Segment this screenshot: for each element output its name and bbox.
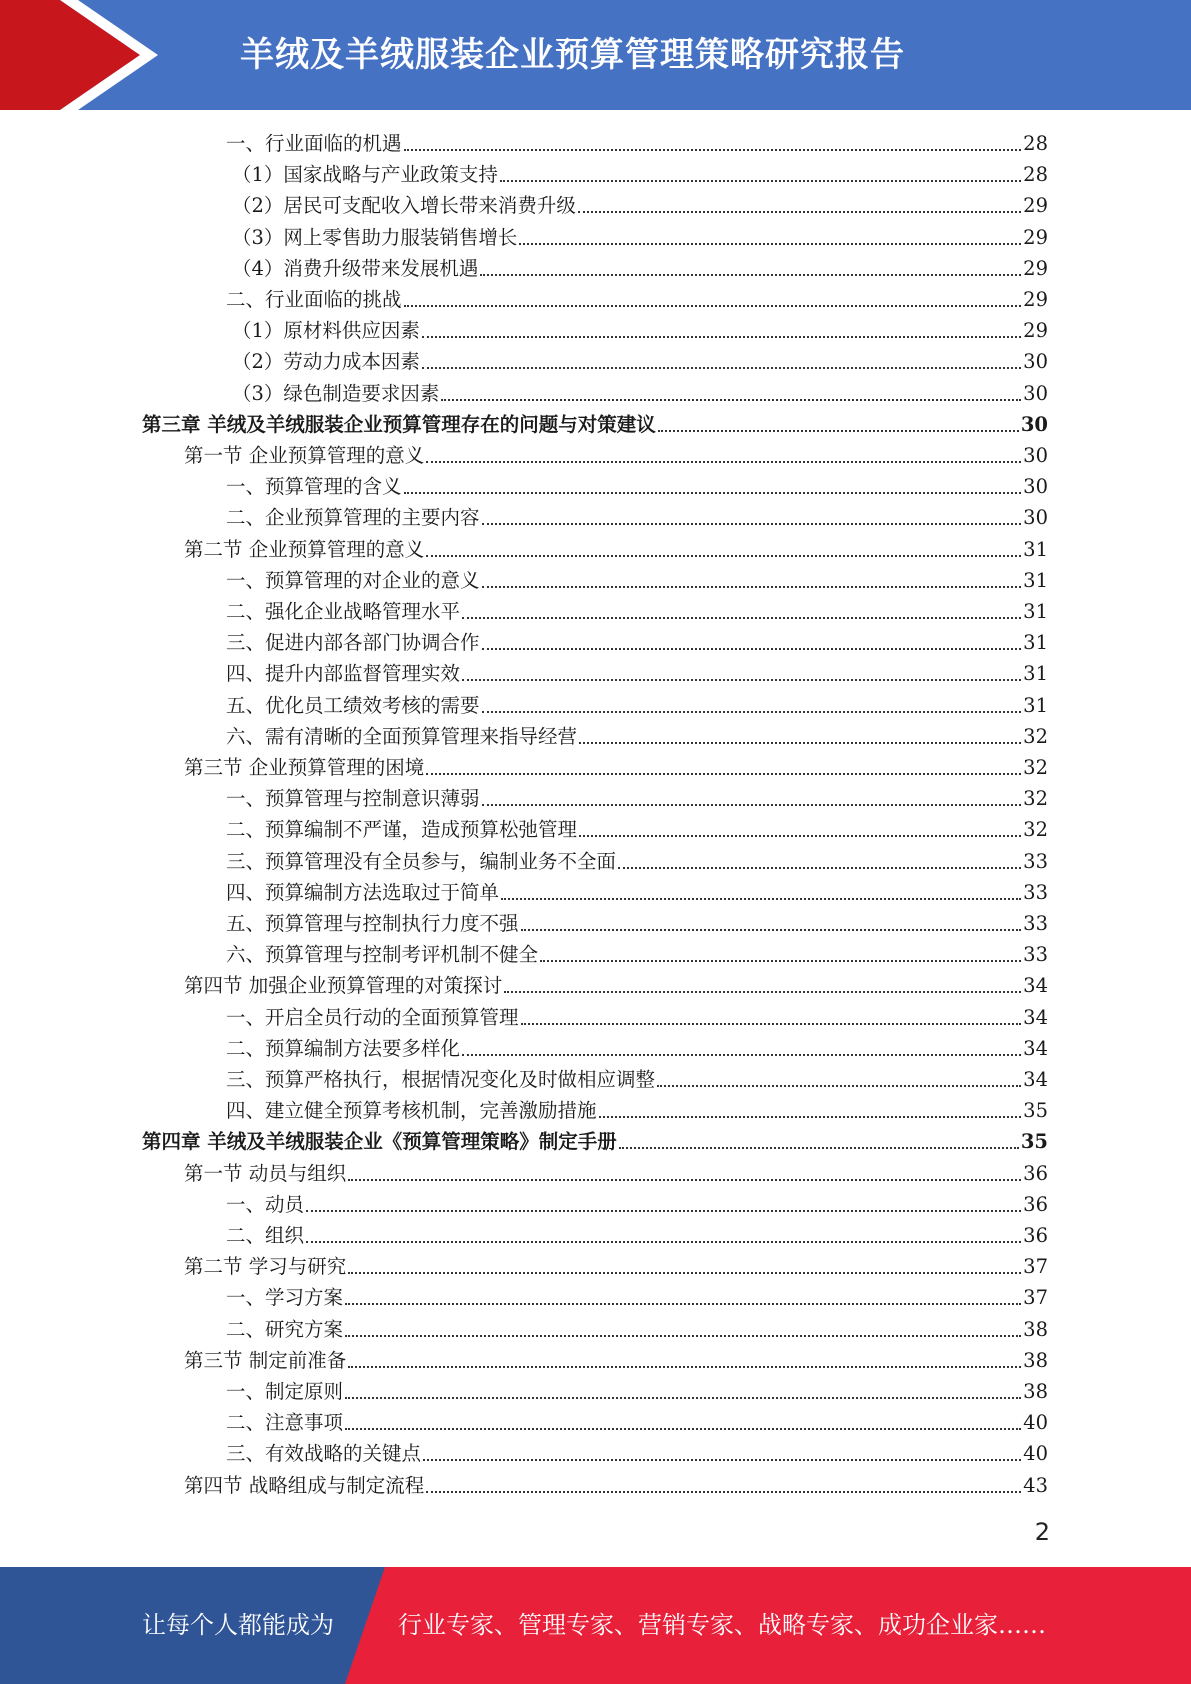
toc-entry-page: 29 bbox=[1023, 225, 1048, 249]
toc-entry-label: 一、预算管理的含义 bbox=[226, 475, 402, 499]
toc-dot-leader bbox=[578, 211, 1021, 213]
toc-dot-leader bbox=[504, 991, 1021, 993]
toc-entry-page: 31 bbox=[1023, 600, 1048, 623]
toc-entry-page: 31 bbox=[1023, 631, 1048, 655]
toc-section-entry[interactable] bbox=[184, 1345, 1048, 1376]
toc-dot-leader bbox=[348, 1272, 1021, 1274]
toc-item-entry[interactable] bbox=[226, 502, 1048, 533]
toc-item-entry[interactable] bbox=[226, 846, 1048, 877]
toc-entry-label: 一、开启全员行动的全面预算管理 bbox=[226, 1005, 519, 1029]
toc-dot-leader bbox=[306, 1241, 1021, 1243]
toc-dot-leader bbox=[658, 430, 1019, 432]
toc-item-entry[interactable] bbox=[226, 1407, 1048, 1438]
toc-dot-leader bbox=[482, 804, 1022, 806]
toc-dot-leader bbox=[462, 1054, 1021, 1056]
toc-entry-page: 33 bbox=[1023, 849, 1048, 873]
toc-entry-page: 36 bbox=[1023, 1224, 1048, 1247]
toc-dot-leader bbox=[422, 336, 1021, 338]
toc-entry-page: 29 bbox=[1023, 256, 1048, 280]
toc-entry-page: 34 bbox=[1023, 1036, 1048, 1060]
toc-dot-leader bbox=[462, 617, 1021, 619]
toc-entry-page: 34 bbox=[1023, 974, 1048, 998]
toc-entry-label: 一、制定原则 bbox=[226, 1380, 344, 1403]
toc-entry-page: 31 bbox=[1023, 662, 1048, 686]
toc-dot-leader bbox=[426, 1491, 1021, 1493]
toc-entry-label: 四、预算编制方法选取过于简单 bbox=[226, 880, 500, 904]
toc-dot-leader bbox=[500, 180, 1021, 182]
toc-entry-label: 三、预算管理没有全员参与，编制业务不全面 bbox=[226, 849, 617, 873]
toc-entry-page: 32 bbox=[1023, 818, 1048, 842]
toc-section-entry[interactable] bbox=[184, 440, 1048, 471]
toc-dot-leader bbox=[404, 149, 1022, 151]
toc-entry-label: 一、预算管理与控制意识薄弱 bbox=[226, 787, 480, 811]
toc-entry-page: 30 bbox=[1023, 506, 1048, 530]
toc-dot-leader bbox=[480, 274, 1021, 276]
toc-entry-label: 五、优化员工绩效考核的需要 bbox=[226, 693, 480, 717]
toc-dot-leader bbox=[345, 1303, 1021, 1305]
page-number: 2 bbox=[1034, 1518, 1050, 1546]
toc-section-entry[interactable] bbox=[184, 1251, 1048, 1282]
toc-section-entry[interactable] bbox=[184, 534, 1048, 565]
toc-entry-page: 29 bbox=[1023, 288, 1048, 311]
toc-entry-label: 三、有效战略的关键点 bbox=[226, 1442, 422, 1466]
toc-dot-leader bbox=[426, 461, 1021, 463]
toc-dot-leader bbox=[482, 523, 1022, 525]
header-arrow-red bbox=[0, 0, 140, 110]
toc-entry-label: 第二节 企业预算管理的意义 bbox=[184, 537, 425, 561]
toc-entry-page: 34 bbox=[1023, 1005, 1048, 1029]
toc-section-entry[interactable] bbox=[184, 752, 1048, 783]
toc-entry-label: （3）绿色制造要求因素 bbox=[232, 381, 440, 405]
toc-entry-label: 四、建立健全预算考核机制，完善激励措施 bbox=[226, 1099, 597, 1123]
toc-entry-label: 三、促进内部各部门协调合作 bbox=[226, 631, 480, 655]
toc-item-entry[interactable] bbox=[226, 814, 1048, 845]
toc-item-entry[interactable] bbox=[226, 128, 1048, 159]
toc-dot-leader bbox=[348, 1366, 1021, 1368]
toc-entry-label: 一、学习方案 bbox=[226, 1286, 344, 1310]
toc-entry-label: （2）居民可支配收入增长带来消费升级 bbox=[232, 194, 576, 218]
toc-dot-leader bbox=[501, 898, 1021, 900]
toc-item-entry[interactable] bbox=[226, 721, 1048, 752]
toc-entry-page: 40 bbox=[1023, 1442, 1048, 1466]
toc-item-entry[interactable] bbox=[226, 690, 1048, 721]
toc-entry-page: 35 bbox=[1020, 1130, 1048, 1154]
toc-entry-page: 35 bbox=[1023, 1099, 1048, 1123]
toc-entry-page: 43 bbox=[1023, 1473, 1048, 1497]
toc-entry-page: 28 bbox=[1023, 132, 1048, 155]
toc-entry-page: 31 bbox=[1023, 693, 1048, 717]
toc-entry-label: （1）原材料供应因素 bbox=[232, 319, 420, 343]
toc-dot-leader bbox=[345, 1335, 1021, 1337]
toc-dot-leader bbox=[521, 929, 1022, 931]
toc-dot-leader bbox=[348, 1179, 1021, 1181]
toc-entry-label: 第二节 学习与研究 bbox=[184, 1255, 347, 1279]
toc-item-entry[interactable] bbox=[232, 159, 1048, 190]
footer-slogan-right: 行业专家、管理专家、营销专家、战略专家、成功企业家…… bbox=[398, 1611, 1046, 1639]
toc-entry-label: 二、预算编制方法要多样化 bbox=[226, 1036, 461, 1060]
toc-entry-page: 33 bbox=[1023, 912, 1048, 935]
toc-item-entry[interactable] bbox=[232, 222, 1048, 253]
toc-dot-leader bbox=[462, 679, 1021, 681]
toc-entry-page: 38 bbox=[1023, 1380, 1048, 1403]
header-arrow-icon bbox=[0, 0, 160, 110]
toc-entry-label: 第四章 羊绒及羊绒服装企业《预算管理策略》制定手册 bbox=[142, 1130, 617, 1154]
toc-item-entry[interactable] bbox=[226, 908, 1048, 939]
toc-entry-page: 32 bbox=[1023, 756, 1048, 779]
toc-item-entry[interactable] bbox=[226, 939, 1048, 970]
toc-section-entry[interactable] bbox=[184, 970, 1048, 1001]
toc-entry-page: 33 bbox=[1023, 943, 1048, 967]
toc-dot-leader bbox=[482, 648, 1022, 650]
toc-item-entry[interactable] bbox=[226, 596, 1048, 627]
toc-dot-leader bbox=[482, 711, 1022, 713]
toc-entry-label: 五、预算管理与控制执行力度不强 bbox=[226, 912, 519, 935]
toc-item-entry[interactable] bbox=[226, 877, 1048, 908]
toc-entry-page: 40 bbox=[1023, 1411, 1048, 1435]
toc-item-entry[interactable] bbox=[226, 471, 1048, 502]
toc-dot-leader bbox=[345, 1397, 1021, 1399]
toc-dot-leader bbox=[404, 492, 1022, 494]
toc-item-entry[interactable] bbox=[226, 1220, 1048, 1251]
toc-dot-leader bbox=[521, 1023, 1022, 1025]
toc-item-entry[interactable] bbox=[226, 1002, 1048, 1033]
toc-entry-label: 二、注意事项 bbox=[226, 1411, 344, 1435]
toc-entry-label: 一、预算管理的对企业的意义 bbox=[226, 568, 480, 592]
toc-entry-page: 30 bbox=[1023, 444, 1048, 467]
toc-dot-leader bbox=[426, 555, 1021, 557]
toc-item-entry[interactable] bbox=[232, 378, 1048, 409]
toc-entry-page: 36 bbox=[1023, 1161, 1048, 1185]
toc-dot-leader bbox=[540, 960, 1021, 962]
toc-entry-label: 二、强化企业战略管理水平 bbox=[226, 600, 461, 623]
toc-entry-page: 38 bbox=[1023, 1317, 1048, 1341]
toc-item-entry[interactable] bbox=[226, 1189, 1048, 1220]
toc-dot-leader bbox=[482, 586, 1022, 588]
toc-entry-label: （3）网上零售助力服装销售增长 bbox=[232, 225, 518, 249]
toc-entry-label: 第三章 羊绒及羊绒服装企业预算管理存在的问题与对策建议 bbox=[142, 412, 656, 436]
toc-item-entry[interactable] bbox=[226, 1282, 1048, 1313]
toc-dot-leader bbox=[422, 367, 1021, 369]
toc-item-entry[interactable] bbox=[226, 1064, 1048, 1095]
toc-entry-label: 二、组织 bbox=[226, 1224, 305, 1247]
toc-item-entry[interactable] bbox=[226, 1314, 1048, 1345]
toc-entry-page: 38 bbox=[1023, 1348, 1048, 1372]
toc-entry-label: （4）消费升级带来发展机遇 bbox=[232, 256, 479, 280]
toc-chapter-entry[interactable] bbox=[142, 409, 1048, 440]
toc-item-entry[interactable] bbox=[226, 1095, 1048, 1126]
toc-section-entry[interactable] bbox=[184, 1470, 1048, 1501]
toc-item-entry[interactable] bbox=[232, 253, 1048, 284]
toc-item-entry[interactable] bbox=[226, 783, 1048, 814]
toc-entry-label: 三、预算严格执行，根据情况变化及时做相应调整 bbox=[226, 1068, 656, 1091]
toc-entry-page: 34 bbox=[1023, 1068, 1048, 1091]
toc-dot-leader bbox=[423, 1459, 1021, 1461]
toc-entry-label: 六、需有清晰的全面预算管理来指导经营 bbox=[226, 724, 578, 748]
toc-dot-leader bbox=[657, 1085, 1021, 1087]
toc-item-entry[interactable] bbox=[226, 1376, 1048, 1407]
toc-dot-leader bbox=[619, 1147, 1019, 1149]
toc-entry-page: 31 bbox=[1023, 537, 1048, 561]
toc-entry-label: 一、动员 bbox=[226, 1192, 305, 1216]
toc-entry-page: 30 bbox=[1023, 381, 1048, 405]
toc-entry-page: 32 bbox=[1023, 724, 1048, 748]
toc-section-entry[interactable] bbox=[184, 1158, 1048, 1189]
toc-entry-page: 30 bbox=[1023, 475, 1048, 499]
toc-entry-page: 30 bbox=[1020, 412, 1048, 436]
toc-dot-leader bbox=[519, 243, 1021, 245]
toc-entry-label: 第一节 动员与组织 bbox=[184, 1161, 347, 1185]
toc-dot-leader bbox=[306, 1210, 1021, 1212]
toc-entry-page: 30 bbox=[1023, 350, 1048, 374]
toc-item-entry[interactable] bbox=[226, 627, 1048, 658]
toc-entry-label: 二、预算编制不严谨，造成预算松弛管理 bbox=[226, 818, 578, 842]
toc-entry-label: 二、研究方案 bbox=[226, 1317, 344, 1341]
footer-slogan-left: 让每个人都能成为 bbox=[142, 1611, 334, 1639]
toc-entry-label: 二、行业面临的挑战 bbox=[226, 288, 402, 311]
toc-chapter-entry[interactable] bbox=[142, 1126, 1048, 1157]
toc-entry-label: 第三节 制定前准备 bbox=[184, 1348, 347, 1372]
toc-entry-label: 一、行业面临的机遇 bbox=[226, 132, 402, 155]
document-title: 羊绒及羊绒服装企业预算管理策略研究报告 bbox=[240, 35, 905, 75]
toc-item-entry[interactable] bbox=[232, 315, 1048, 346]
toc-dot-leader bbox=[441, 399, 1021, 401]
toc-entry-label: 二、企业预算管理的主要内容 bbox=[226, 506, 480, 530]
toc-item-entry[interactable] bbox=[226, 1438, 1048, 1469]
toc-dot-leader bbox=[599, 1116, 1022, 1118]
toc-entry-label: 四、提升内部监督管理实效 bbox=[226, 662, 461, 686]
toc-entry-label: 第三节 企业预算管理的困境 bbox=[184, 756, 425, 779]
toc-item-entry[interactable] bbox=[232, 190, 1048, 221]
toc-dot-leader bbox=[579, 742, 1021, 744]
toc-dot-leader bbox=[618, 867, 1021, 869]
toc-item-entry[interactable] bbox=[226, 284, 1048, 315]
toc-entry-page: 31 bbox=[1023, 568, 1048, 592]
toc-entry-page: 28 bbox=[1023, 163, 1048, 187]
toc-entry-page: 29 bbox=[1023, 194, 1048, 218]
page-footer bbox=[0, 1567, 1191, 1684]
toc-dot-leader bbox=[579, 835, 1021, 837]
toc-entry-label: （2）劳动力成本因素 bbox=[232, 350, 420, 374]
toc-item-entry[interactable] bbox=[232, 346, 1048, 377]
toc-item-entry[interactable] bbox=[226, 658, 1048, 689]
toc-item-entry[interactable] bbox=[226, 1033, 1048, 1064]
toc-entry-label: 第四节 战略组成与制定流程 bbox=[184, 1473, 425, 1497]
toc-entry-page: 33 bbox=[1023, 880, 1048, 904]
toc-entry-page: 37 bbox=[1023, 1255, 1048, 1279]
toc-entry-label: （1）国家战略与产业政策支持 bbox=[232, 163, 498, 187]
toc-entry-page: 32 bbox=[1023, 787, 1048, 811]
toc-dot-leader bbox=[426, 773, 1021, 775]
toc-item-entry[interactable] bbox=[226, 565, 1048, 596]
toc-entry-label: 第一节 企业预算管理的意义 bbox=[184, 444, 425, 467]
toc-dot-leader bbox=[345, 1428, 1021, 1430]
toc-entry-page: 37 bbox=[1023, 1286, 1048, 1310]
toc-dot-leader bbox=[404, 305, 1022, 307]
page-header bbox=[0, 0, 1191, 110]
toc-entry-label: 第四节 加强企业预算管理的对策探讨 bbox=[184, 974, 503, 998]
toc-entry-label: 六、预算管理与控制考评机制不健全 bbox=[226, 943, 539, 967]
toc-entry-page: 29 bbox=[1023, 319, 1048, 343]
toc-entry-page: 36 bbox=[1023, 1192, 1048, 1216]
